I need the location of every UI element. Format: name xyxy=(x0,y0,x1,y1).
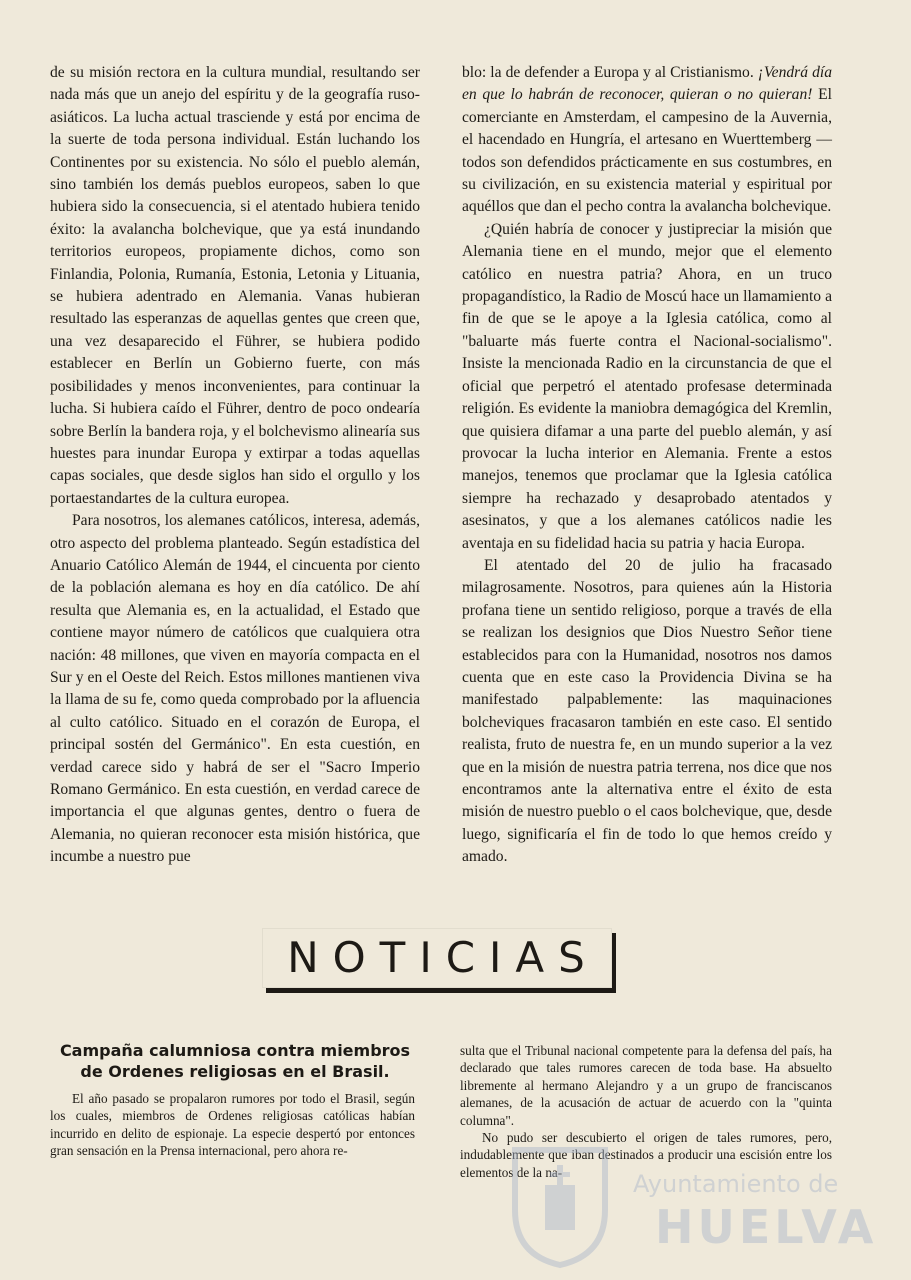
article-paragraph: Para nosotros, los alemanes católicos, interesa, además, otro aspecto del problema planteado. Según estadística del Anuario Católico Alemán de 1944, el cincuenta por ciento de la población alemana es hoy en día católico. De ahí resulta que Alemania es, en la actualidad, el Estado que contiene mayor número de católicos que cualquiera otra nación: 48 millones, que viven en mayoría compacta en el Sur y en el Oeste del Reich. Estos millones mantienen viva la llama de su fe, como queda comprobado por la afluencia al culto católico. Situado en el corazón de Europa, el principal sostén del Germánico". En esta cuestión, en verdad carece sido y habrá de ser el "Sacro Imperio Romano Germánico. En esta cuestión, en verdad carece de importancia el que algunas gentes, dentro o fuera de Alemania, no quieran reconocer esta misión histórica, que incumbe a nuestro pue xyxy=(50,512,420,866)
article-right-column xyxy=(462,62,832,869)
news-paragraph: sulta que el Tribunal nacional competente para la defensa del país, ha declarado que tales rumores carecen de toda base. Ha absuelto libremente al hermano Alejandro y a un grupo de franciscanos alemanes, de la acusación de actuar de acuerdo con la "quinta columna". xyxy=(460,1043,832,1128)
news-title: Campaña calumniosa contra miembros de Ordenes religiosas en el Brasil. xyxy=(59,1041,411,1081)
watermark-line2: HUELVA xyxy=(655,1200,878,1254)
article-paragraph: ¿Quién habría de conocer y justipreciar la misión que Alemania tiene en el mundo, mejor que el elemento católico en nuestra patria? Ahora, en un truco propagandístico, la Radio de Moscú hace un llamamiento a fin de que se le apoye a la Iglesia católica, como al "baluarte más fuerte contra el Nacional-socialismo". Insiste la mencionada Radio en la circunstancia de que el oficial que perpetró el atentado profesase determinada religión. Es evidente la maniobra demagógica del Kremlin, que quisiera difamar a una parte del pueblo alemán, y así provocar la lucha interior en Alemania. Frente a estos manejos, tenemos que proclamar que la Iglesia católica siempre ha rechazado y desaprobado atentados y asesinatos, y que a los alemanes católicos nadie les aventaja en su fidelidad hacia su patria y hacia Europa. xyxy=(462,220,832,552)
article-paragraph: de su misión rectora en la cultura mundial, resultando ser nada más que un anejo del espíritu y de la geografía ruso-asiáticos. La lucha actual trasciende y está por encima de la suerte de toda persona individual. Están luchando los Continentes por su existencia. No sólo el pueblo alemán, sino también los demás pueblos europeos, saben lo que hubiera sido la consecuencia, si el atentado hubiera tenido éxito: la avalancha bolchevique, que ya está inundando territorios europeos, propiamente dichos, como son Finlandia, Polonia, Rumanía, Estonia, Letonia y Lituania, se hubiera adentrado en Alemania. Vanas hubieran resultado las esperanzas de aquellas gentes que creen que, una vez desaparecido el Führer, se hubiera podido establecer en Berlín un Gobierno fuerte, con más posibilidades y menos inconvenientes, para continuar la lucha. Si hubiera caído el Führer, dentro de poco ondearía sobre Berlín la bandera roja, y el bolchevismo alinearía sus huestes para inundar Europa y extirpar a todas aquellas capas sociales, que desde siglos han sido el orgullo y los portaestandartes de la cultura europea. xyxy=(50,64,420,507)
article-paragraph: El atentado del 20 de julio ha fracasado milagrosamente. Nosotros, para quienes aún la Historia profana tiene un sentido religioso, porque a través de ella se realizan los designios que Dios Nuestro Señor tiene establecidos para con la Humanidad, nosotros nos damos cuenta que en este caso la Providencia Divina se ha manifestado palpablemente: las maquinaciones bolcheviques fracasaron también en este caso. El sentido realista, fruto de nuestra fe, en un mundo superior a la vez que en la misión de nuestra patria terrena, nos dice que nos encontramos ante la alternativa entre el éxito de esta misión de nuestro pueblo o el caos bolchevique, que, desde luego, significaría el fin de todo lo que hemos creído y amado. xyxy=(462,556,832,866)
news-left-column xyxy=(50,1090,415,1160)
watermark-line1: Ayuntamiento de xyxy=(633,1170,839,1198)
article-text: El comerciante en Amsterdam, el campesino de la Auvernia, el hacendado en Hungría, el artesano en Wuerttemberg —todos son defendidos prácticamente en sus costumbres, en su civilización, en su existencia material y espiritual por aquéllos que dan el pecho contra la avalancha bolchevique. xyxy=(462,86,832,216)
section-heading: NOTICIAS xyxy=(287,933,599,982)
news-paragraph: El año pasado se propalaron rumores por todo el Brasil, según los cuales, miembros de Ordenes religiosas católicas habían incurrido en delito de espionaje. La especie despertó por entonces gran sensación en la Prensa internacional, pero ahora re- xyxy=(50,1091,415,1159)
article-text: blo: la de defender a Europa y al Cristianismo. xyxy=(462,64,758,81)
article-left-column xyxy=(50,62,420,869)
article-paragraph xyxy=(462,62,832,219)
news-paragraph: No pudo ser descubierto el origen de tales rumores, pero, indudablemente que iban destinados a producir una escisión entre los elementos de la na- xyxy=(460,1130,832,1180)
section-heading-box xyxy=(262,928,612,988)
news-right-column xyxy=(460,1042,832,1181)
article-emphasis: ¡Vendrá día en que lo habrán de reconocer, quieran o no quieran! xyxy=(462,64,832,104)
